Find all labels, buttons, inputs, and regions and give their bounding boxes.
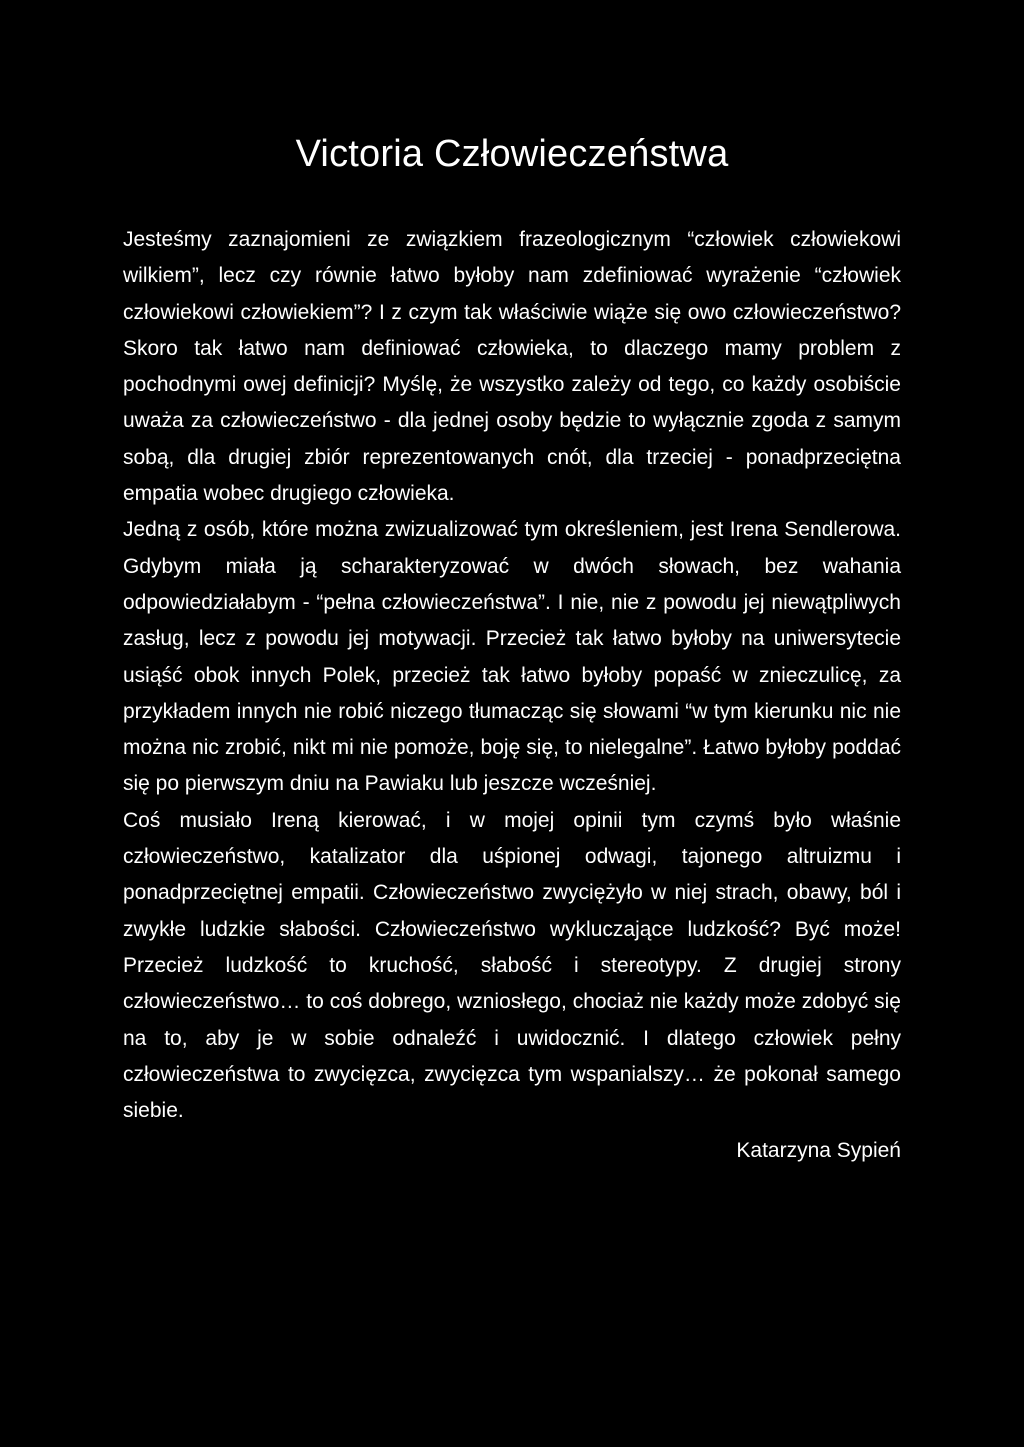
paragraph-2: Jedną z osób, które można zwizualizować tym określeniem, jest Irena Sendlerowa. Gdybym miała ją scharakteryzować w dwóch słowach, bez wahania odpowiedziałabym - “pełna człowieczeństwa”. I nie, nie z powodu jej niewątpliwych zasług, lecz z powodu jej motywacji. Przecież tak łatwo byłoby na uniwersytecie usiąść obok innych Polek, przecież tak łatwo byłoby popaść w znieczulicę, za przykładem innych nie robić niczego tłumacząc się słowami “w tym kierunku nic nie można nic zrobić, nikt mi nie pomoże, boję się, to nielegalne”. Łatwo byłoby poddać się po pierwszym dniu na Pawiaku lub jeszcze wcześniej. — [123, 518, 901, 796]
paragraph-3: Coś musiało Ireną kierować, i w mojej opinii tym czymś było właśnie człowieczeństwo, katalizator dla uśpionej odwagi, tajonego altruizmu i ponadprzeciętnej empatii. Człowieczeństwo zwyciężyło w niej strach, obawy, ból i zwykłe ludzkie słabości. Człowieczeństwo wykluczające ludzkość? Być może! Przecież ludzkość to kruchość, słabość i stereotypy. Z drugiej strony człowieczeństwo… to coś dobrego, wzniosłego, chociaż nie każdy może zdobyć się na to, aby je w sobie odnaleźć i uwidocznić. I dlatego człowiek pełny człowieczeństwa to zwycięzca, zwycięzca tym wspanialszy… że pokonał samego siebie. — [123, 808, 901, 1123]
author-signature: Katarzyna Sypień — [736, 1139, 901, 1163]
paragraph-1: Jesteśmy zaznajomieni ze związkiem frazeologicznym “człowiek człowiekowi wilkiem”, lecz czy równie łatwo byłoby nam zdefiniować wyrażenie “człowiek człowiekowi człowiekiem”? I z czym tak właściwie wiąże się owo człowieczeństwo? Skoro tak łatwo nam definiować człowieka, to dlaczego mamy problem z pochodnymi owej definicji? Myślę, że wszystko zależy od tego, co każdy osobiście uważa za człowieczeństwo - dla jednej osoby będzie to wyłącznie zgoda z samym sobą, dla drugiej zbiór reprezentowanych cnót, dla trzeciej - ponadprzeciętna empatia wobec drugiego człowieka. — [123, 228, 901, 506]
document-page — [123, 128, 901, 1169]
document-title: Victoria Człowieczeństwa — [295, 133, 729, 175]
